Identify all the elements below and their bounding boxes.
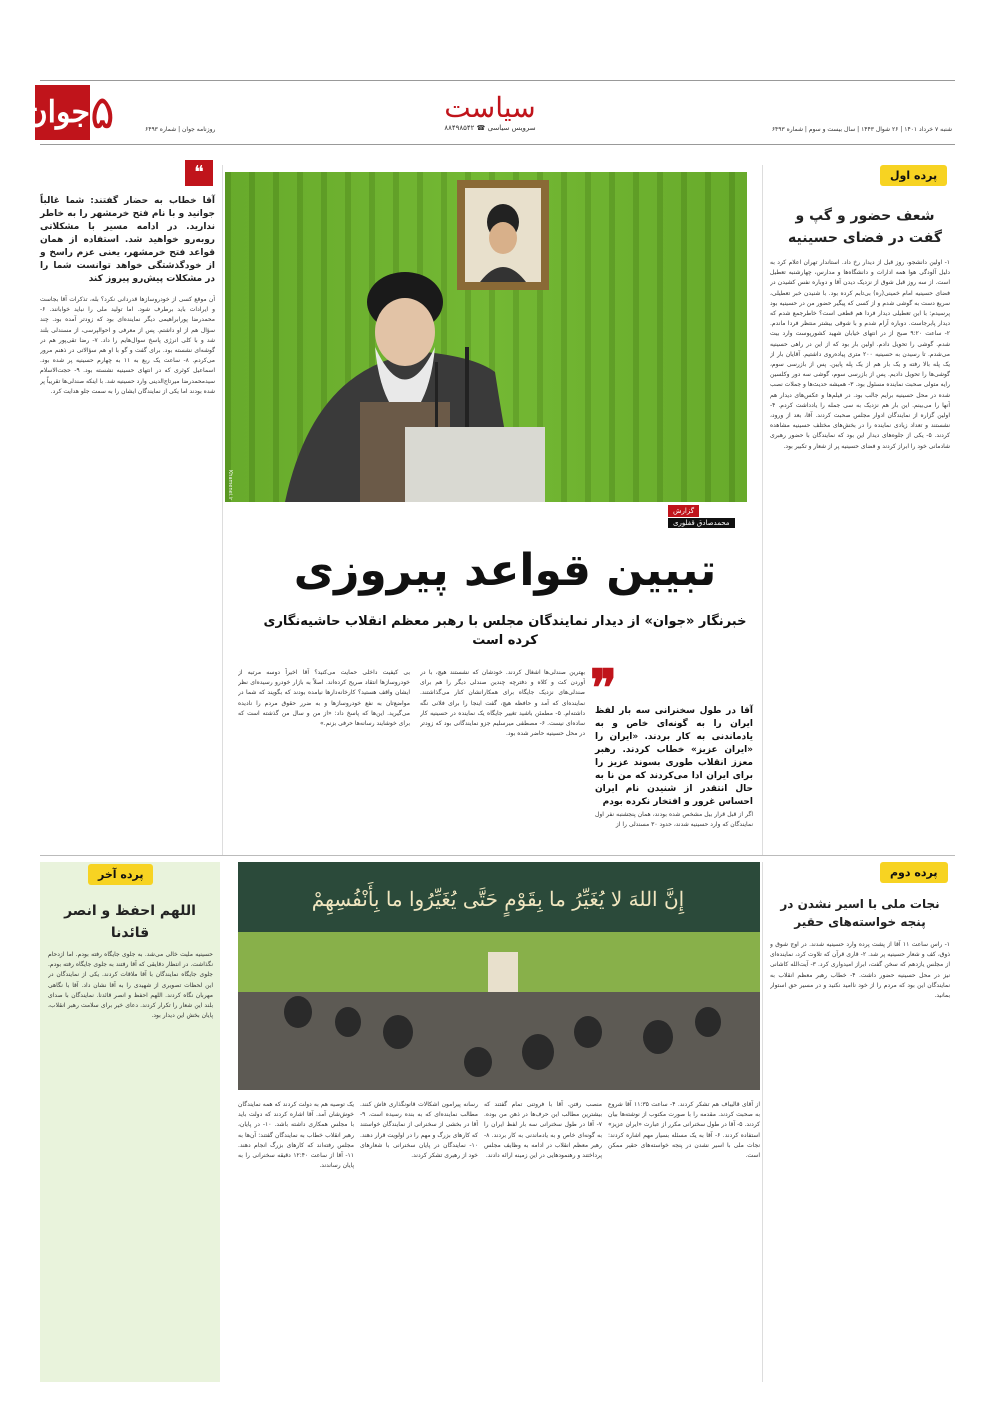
section-tag-last: پرده آخر	[88, 864, 153, 885]
brand-logo: جوان	[35, 85, 90, 140]
right-column-text: ۱- اولین دانشجو، روز قبل از دیدار رخ داد. استاندار تهران اعلام کرد به دلیل آلودگی هوا همه ادارات و دانشگاه‌ها و مدارس، چهارشنبه تعطیل است. از سه روز قبل شوق از نزدیک دیدن آقا و دوباره نفس کشیدن در فضای حسینیه امام خمینی(ره) بی‌تابم کرده بود. با شنیدن خبر تعطیلی، سریع دست به گوشی شدم و از کسی که پیگیر حضور من در حسینیه بود پرسیدم: با این تعطیلی دیدار فردا هم قطعی است؟ خاطرجمع شدم که دیدار پابرجاست. دوباره آرام شدم و با شوقی بیشتر منتظر فردا ماندم. ۲- ساعت ۹:۲۰ صبح از در انتهای خیابان شهید کشورپوست وارد بیت شدم. گوشی را تحویل دادم. اولین بار بود که از این در راهی حسینیه می‌شدم. تا رسیدن به حسینیه ۲۰۰ متری پیاده‌روی داشتیم. آقایان بار از یک پله بالا رفته و یک بار هم از یک پله پایین. پس از بازرسی سوم، گوشی‌ها را تحویل دادیم. پس از بازرسی سوم، گوشی سه دور وکلسین رایه متولی صحبت نماینده مسئول بود. ۳- همیشه حدیث‌ها و جملات نصب شده در محل حسینیه برایم جالب بود. در فیلم‌ها و عکس‌های دیدار هم آنها را می‌بینم. این بار هم نزدیک به سی جمله را یادداشت کردم. ۴- اولین گزاره از نمایندگان ادوار مجلس صحبت کردند. آقا، بعد از ورود، نشستند و تعداد زیادی نماینده را در بخش‌های مختلف حسینیه مشاهده کردند. ۵- یکی از جلوه‌های دیدار این بود که نمایندگان با حضور رهبری شادمانی خود را ابراز کردند و فضای حسینیه پر از شعار و تکبیر بود.	[770, 259, 950, 450]
body-col-2-text: بهترین صندلی‌ها اشغال کردند. خودشان که نشستند هیچ، با در آوردن کت و کلاه و دفترچه چندین صندلی دیگر را هم برای صندلی‌های نزدیک جایگاه برای همکارانشان کنار می‌گذاشتند. نماینده‌ای که آمد و حافظه هیچ، گفت اینجا را برای فلانی نگه داشته‌ام. ۵- مطمئن باشید تغییر جایگاه یک نماینده در حسینیه کار ساده‌ای نیست. ۶- مصطفی میرسلیم جزو نمایندگانی بود که زودتر در محل حسینیه حاضر شده بود.	[420, 669, 585, 738]
reporter-name: محمدصادق قفلوری	[668, 518, 735, 528]
masthead-rule-top	[40, 80, 955, 81]
last-section-text: حسینیه ملیت خالی می‌شد. به جلوی جایگاه رفته بودم. اما ازدحام نگذاشت. در انتظار دقایقی که آقا رفتند به جلوی جایگاه رفته بودم. جلوی جایگاه نمایندگان با آقا ملاقات کردند. یکی از نمایندگان در این لحظات تصویری از شهیدی را به آقا نشان داد. آقا با نگاهی مهربان نگاه کردند. اللهم احفظ و انصر قائدنا. نمایندگان با صدای بلند این شعار را تکرار کردند. دعای خیر برای سلامت رهبر انقلاب، پایان بخش این دیدار بود.	[48, 951, 213, 1020]
quote-mark-icon: ❞	[590, 658, 617, 717]
banner-text: إِنَّ اللهَ لا یُغَیِّرُ ما بِقَوْمٍ حَتَّی یُغَیِّرُوا ما بِأَنْفُسِهِمْ	[311, 887, 685, 911]
masthead-rule-bottom	[40, 144, 955, 145]
masthead	[0, 0, 990, 150]
main-headline: تبیین قواعد پیروزی	[293, 545, 717, 596]
body-col-3-text: بی کیفیت داخلی حمایت می‌کنید؟ آقا اخیراً دوسه مرتبه از خودروسازها انتقاد صریح کرده‌اند. اصلاً به بازار خودرو رسیده‌ای نظر ایشان واقف هستید؟ کارخانه‌دارها نیامده بودند که بگویند که شما در مواضع‌تان به نفع خودروسازها و به ضرر حقوق مردم را نادیده می‌گیرید. این‌ها که پاسخ داد: «از من و سال من گذشته است که برای خوشایند رسانه‌ها حرفی بزنم.»	[238, 669, 410, 728]
left-column-lead: آقا خطاب به حضار گفتند: شما غالباً جوانید و با نام فتح خرمشهر را به خاطر ندارید. در ادامه مسیر با مشکلاتی روبه‌رو خواهید شد. استفاده از همان قواعد فتح خرمشهر، یعنی عزم راسخ و از خودگذشتگی خواهد توانست شما را در مشکلات پیش‌رو پیروز کند	[40, 196, 215, 284]
bottom-body-col-3	[360, 1100, 478, 1380]
date-line: شنبه ۷ خرداد ۱۴۰۱ | ۲۶ شوال ۱۴۴۳ | سال بیست و سوم | شماره ۶۴۹۳	[771, 126, 952, 133]
right-column-body	[770, 258, 950, 848]
bottom-body-col-1-text: از آقای قالیباف هم تشکر کردند. ۴- ساعت ۱۱:۳۵ آقا شروع به صحبت کردند. مقدمه را با صورت مکتوب از نوشته‌ها بیان کردند. ۵- آقا در طول سخنرانی مکرر از عبارت «ایران عزیز» استفاده کردند. ۶- آقا به یک مسئله بسیار مهم اشاره کردند: نجات ملی با اسیر نشدن در پنجه خواسته‌های حقیر ممکن است.	[608, 1101, 760, 1160]
bottom-body-col-4-text: یک توصیه هم به دولت کردند که همه نمایندگان خوش‌شان آمد. آقا اشاره کردند که دولت باید با مجلس همکاری داشته باشد. ۱۰- در پایان، رهبر انقلاب خطاب به نمایندگان گفتند: آن‌ها به مجلس رفته‌اند که کارهای بزرگ انجام دهند. ۱۱- آقا از ساعت ۱۲:۴۰ دقیقه سخنرانی را به پایان رساندند.	[238, 1101, 354, 1170]
bottom-body-col-2	[484, 1100, 602, 1380]
column-divider	[762, 165, 763, 855]
main-photo-svg	[225, 172, 747, 502]
body-col-1-text: اگر از قبل قرار بیل مشخص شده بودند، همان پنجشنبه نفر اول نمایندگان که وارد حسینیه شدند، حدود ۳۰ مسندلی را از	[595, 811, 753, 829]
body-col-2	[420, 668, 585, 850]
photo-credit: Khamenei.ir	[227, 470, 233, 501]
bottom-body-col-4	[238, 1100, 354, 1380]
section-logo	[430, 92, 550, 132]
pull-quote: آقا در طول سخنرانی سه بار لفظ ایران را به گونه‌ای خاص و به یادماندنی به کار بردند. «ایران را «ایران عزیز» خطاب کردند. رهبر معزز انقلاب طوری بسوند عزیز را برای ایران ادا می‌کردند که من نا به حال انتقدر از شنیدن نام ایران احساس غرور و افتخار نکرده بودم	[595, 706, 753, 807]
bottom-column-divider	[762, 862, 763, 1382]
column-divider-left	[222, 165, 223, 855]
bottom-right-text: ۱- راس ساعت ۱۱ آقا از پشت پرده وارد حسینیه شدند. در اوج شوق و ذوق، کف و شعار حسینیه پر شد. ۲- قاری قرآن که تلاوت کرد، نماینده‌ای از مجلس یازدهم که سخن گفت، ابراز امیدواری کرد. ۳- آیت‌الله کاشانی نیز در محل حسینیه حضور داشت. ۴- خطاب رهبر معظم انقلاب به نمایندگان این بود که مردم را از خود ناامید نکنید و در مسیر حق استوار بمانید.	[770, 941, 950, 1000]
report-label: گزارش	[668, 505, 699, 517]
section-tag-second: پرده دوم	[880, 862, 948, 883]
issue-line: روزنامه جوان | شماره ۶۴۹۳	[145, 126, 216, 133]
section-tag-first: پرده اول	[880, 165, 947, 186]
body-col-1	[595, 810, 753, 850]
last-section-body	[48, 950, 213, 1375]
left-column-text: آن موقع کسی از خودروسازها قدردانی نکرد؟ بله، تذکرات آقا بجاست و ایرادات باید برطرف شود. اما تولید ملی را نباید خوابانند. ۶- محمدرضا پورابراهیمی دیگر نماینده‌ای بود که زودتر آمده بود. چند سؤال هم از او داشتم. پس از معرفی و احوالپرسی، از مسندلی بلند شد و با کلی انرژی پاسخ سوال‌هایم را داد. ۷- رضا تقی‌پور هم در گوشه‌ای نشسته بود. برای گفت و گو با او هم سؤالاتی در ذهنم مرور می‌کردم. ۸- ساعت یک ربع به ۱۱ به چهارم حسینیه پر شده بود. اسماعیل کوثری که در انتهای حسینیه نشسته بود. ۹- حجت‌الاسلام سیدمحمدرضا میرتاج‌الدینی وارد حسینیه شد. با اینکه صندلی‌ها تقریباً پر شده بودند اما یکی از نمایندگان ایشان را به سمت جلو هدایت کرد.	[40, 296, 215, 395]
bottom-right-body	[770, 940, 950, 1380]
left-column-body	[40, 295, 215, 850]
body-col-3	[238, 668, 410, 850]
main-subtitle: خبرنگار «جوان» از دیدار نمایندگان مجلس با رهبر معظم انقلاب حاشیه‌نگاری کرده است	[263, 614, 747, 648]
service-line: سرویس سیاسی ☎ ۸۸۴۹۸۵۴۲	[444, 124, 536, 132]
section-name: سیاست	[444, 91, 536, 124]
right-column-title: شعف حضور و گپ و گفت در فضای حسینیه	[788, 208, 942, 246]
bottom-body-col-1	[608, 1100, 760, 1380]
bottom-body-col-2-text: منصب رفتن. آقا با فروتنی تمام گفتند که بیشترین مطالب این حرف‌ها در ذهن من بوده. ۷- آقا در طول سخنرانی سه بار لفظ ایران را به گونه‌ای خاص و به یادماندنی به کار بردند. ۸- رهبر معظم انقلاب در ادامه به وظایف مجلس پرداختند و رهنمودهایی در این زمینه ارائه دادند.	[484, 1101, 602, 1160]
page-number: ۵	[90, 85, 115, 139]
last-section-title: اللهم احفظ و انصر قائدنا	[64, 903, 196, 941]
bottom-body-col-3-text: رسانه پیرامون اشکالات قانونگذاری فاش کنند. مطالب نماینده‌ای که به بنده رسیده است. ۹- آقا در بخشی از سخنرانی از نمایندگان خواستند که کارهای بزرگ و مهم را در اولویت قرار دهند. ۱۰- نمایندگان در پایان سخنرانی با شعارهای خود از رهبری تشکر کردند.	[360, 1101, 478, 1160]
quote-icon: ❝	[185, 160, 213, 186]
assembly-photo	[238, 862, 760, 1090]
section-divider	[40, 855, 955, 856]
main-photo	[225, 172, 747, 502]
bottom-right-title: نجات ملی با اسیر نشدن در پنجه خواسته‌های حقیر	[780, 897, 940, 929]
